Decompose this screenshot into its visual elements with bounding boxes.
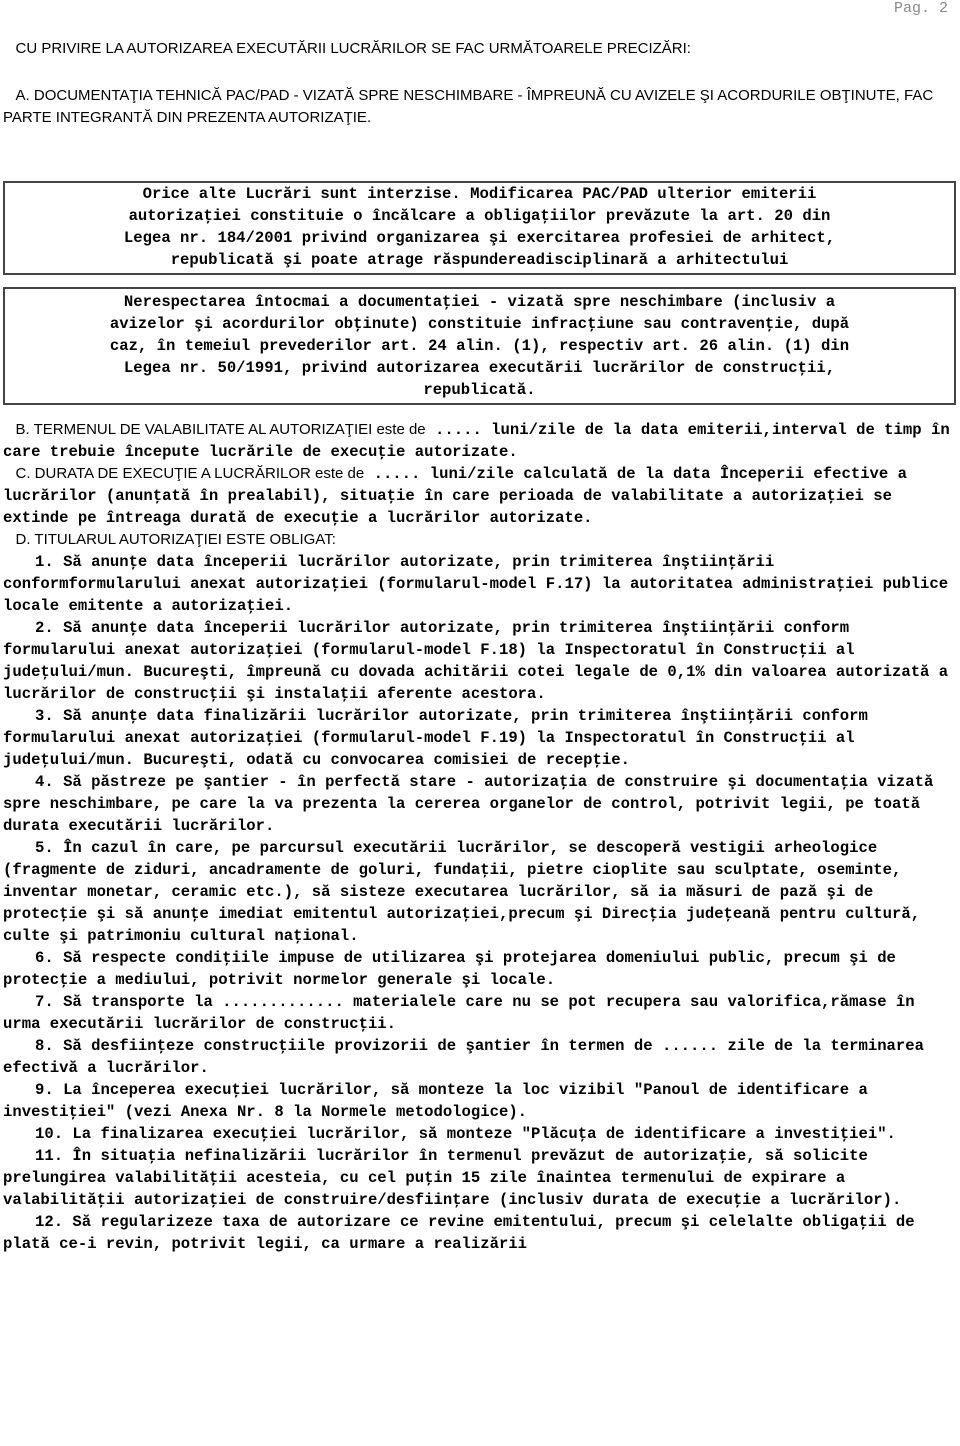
section-b — [3, 419, 956, 463]
box2-line: caz, în temeiul prevederilor art. 24 alin. (1), respectiv art. 26 alin. (1) din — [109, 337, 850, 355]
obligation-item: 2. Să anunţe data începerii lucrărilor autorizate, prin trimiterea înştiinţării conform formularului anexat autorizaţiei (formularul-model F.18) la Inspectoratul în Construcţii al judeţului/mun. Bucureşti, împreună cu dovada achitării cotei legale de 0,1% din valoarea autorizată a lucrărilor de construcţii şi instalaţii aferente acestora. — [3, 619, 949, 703]
obligation-item: 12. Să regularizeze taxa de autorizare ce revine emitentului, precum şi celelalte obligaţii de plată ce-i revin, potrivit legii, ca urmare a realizării — [3, 1213, 915, 1253]
page-number: Pag. 2 — [893, 0, 948, 17]
section-c — [3, 463, 956, 529]
obligation-item: 5. În cazul în care, pe parcursul executării lucrărilor, se descoperă vestigii arheologice (fragmente de ziduri, ancadramente de goluri, fundaţii, pietre cioplite sau sculptate, oseminte, inventar monetar, ceramic etc.), să sisteze executarea lucrărilor, să ia măsuri de pază şi de protecţie şi să anunţe imediat emitentul autorizaţiei,precum şi Direcţia judeţeană pentru cultură, culte şi patrimoniu cultural naţional. — [3, 839, 921, 945]
obligation-item: 8. Să desfiinţeze construcţiile provizorii de şantier în termen de ...... zile de la terminarea efectivă a lucrărilor. — [3, 1037, 924, 1077]
obligation-item: 11. În situaţia nefinalizării lucrărilor în termenul prevăzut de autorizaţie, să solicite prelungirea valabilităţii acesteia, cu cel puţin 15 zile înaintea termenului de expirare a valabilităţii autorizaţiei de construire/desfiinţare (inclusiv durata de execuţie a lucrărilor). — [3, 1147, 902, 1209]
box1-line: Legea nr. 184/2001 privind organizarea şi exercitarea profesiei de arhitect, — [123, 229, 836, 247]
section-b-text: ..... luni/zile de la data emiterii,interval de timp în care trebuie începute lucrările de execuţie autorizate. — [3, 421, 950, 461]
obligation-item: 9. La începerea execuţiei lucrărilor, să monteze la loc vizibil "Panoul de identificare a investiţiei" (vezi Anexa Nr. 8 la Normele metodologice). — [3, 1081, 868, 1121]
box1-line: Orice alte Lucrări sunt interzise. Modificarea PAC/PAD ulterior emiterii — [142, 185, 817, 203]
section-c-label: C. DURATA DE EXECUŢIE A LUCRĂRILOR este de — [3, 465, 365, 482]
obligation-item: 4. Să păstreze pe şantier - în perfectă stare - autorizaţia de construire şi documentaţia vizată spre neschimbare, pe care la va prezenta la cererea organelor de control, potrivit legii, pe toată durata executării lucrărilor. — [3, 773, 934, 835]
obligation-item: 3. Să anunţe data finalizării lucrărilor autorizate, prin trimiterea înştiinţării conform formularului anexat autorizaţiei (formularul-model F.19) la Inspectoratul în Construcţii al judeţului/mun. Bucureşti, odată cu convocarea comisiei de recepţie. — [3, 707, 868, 769]
box1-line: autorizaţiei constituie o încălcare a obligaţiilor prevăzute la art. 20 din — [128, 207, 831, 225]
box1-line: republicată şi poate atrage răspundereadisciplinară a arhitectului — [170, 251, 789, 269]
document-body — [3, 38, 956, 1255]
section-b-label: B. TERMENUL DE VALABILITATE AL AUTORIZAŢIEI este de — [3, 421, 426, 438]
intro-heading: CU PRIVIRE LA AUTORIZAREA EXECUTĂRII LUCRĂRILOR SE FAC URMĂTOARELE PRECIZĂRI: — [3, 40, 691, 57]
obligation-item: 7. Să transporte la ............. materialele care nu se pot recupera sau valorifica,rămase în urma executării lucrărilor de construcţii. — [3, 993, 915, 1033]
section-d-label: D. TITULARUL AUTORIZAŢIEI ESTE OBLIGAT: — [3, 531, 336, 548]
box2-line: republicată. — [423, 381, 536, 399]
obligation-item: 10. La finalizarea execuţiei lucrărilor, să monteze "Plăcuţa de identificare a investiţiei". — [35, 1125, 896, 1143]
obligation-item: 6. Să respecte condiţiile impuse de utilizarea şi protejarea domeniului public, precum şi de protecţie a mediului, potrivit normelor generale şi locale. — [3, 949, 896, 989]
box2-line: Nerespectarea întocmai a documentaţiei - vizată spre neschimbare (inclusiv a — [123, 293, 836, 311]
section-c-text: ..... luni/zile calculată de la data Începerii efective a lucrărilor (anunţată în prealabil), situaţie în care perioada de valabilitate a autorizaţiei se extinde pe întreaga durată de execuţie a lucrărilor autorizate. — [3, 465, 907, 527]
obligation-item: 1. Să anunţe data începerii lucrărilor autorizate, prin trimiterea înştiinţării conformformularului anexat autorizaţiei (formularul-model F.17) la autoritatea administraţiei publice locale emitente a autorizaţiei. — [3, 553, 949, 615]
box2-line: Legea nr. 50/1991, privind autorizarea executării lucrărilor de construcţii, — [123, 359, 836, 377]
point-a-heading: A. DOCUMENTAŢIA TEHNICĂ PAC/PAD - VIZATĂ SPRE NESCHIMBARE - ÎMPREUNĂ CU AVIZELE ŞI ACORDURILE OBŢINUTE, FAC PARTE INTEGRANTĂ DIN PREZENTA AUTORIZAŢIE. — [3, 87, 938, 126]
notice-box-penalties — [3, 287, 956, 405]
box2-line: avizelor şi acordurilor obţinute) constituie infracţiune sau contravenţie, după — [109, 315, 850, 333]
notice-box-modifications — [3, 181, 956, 275]
